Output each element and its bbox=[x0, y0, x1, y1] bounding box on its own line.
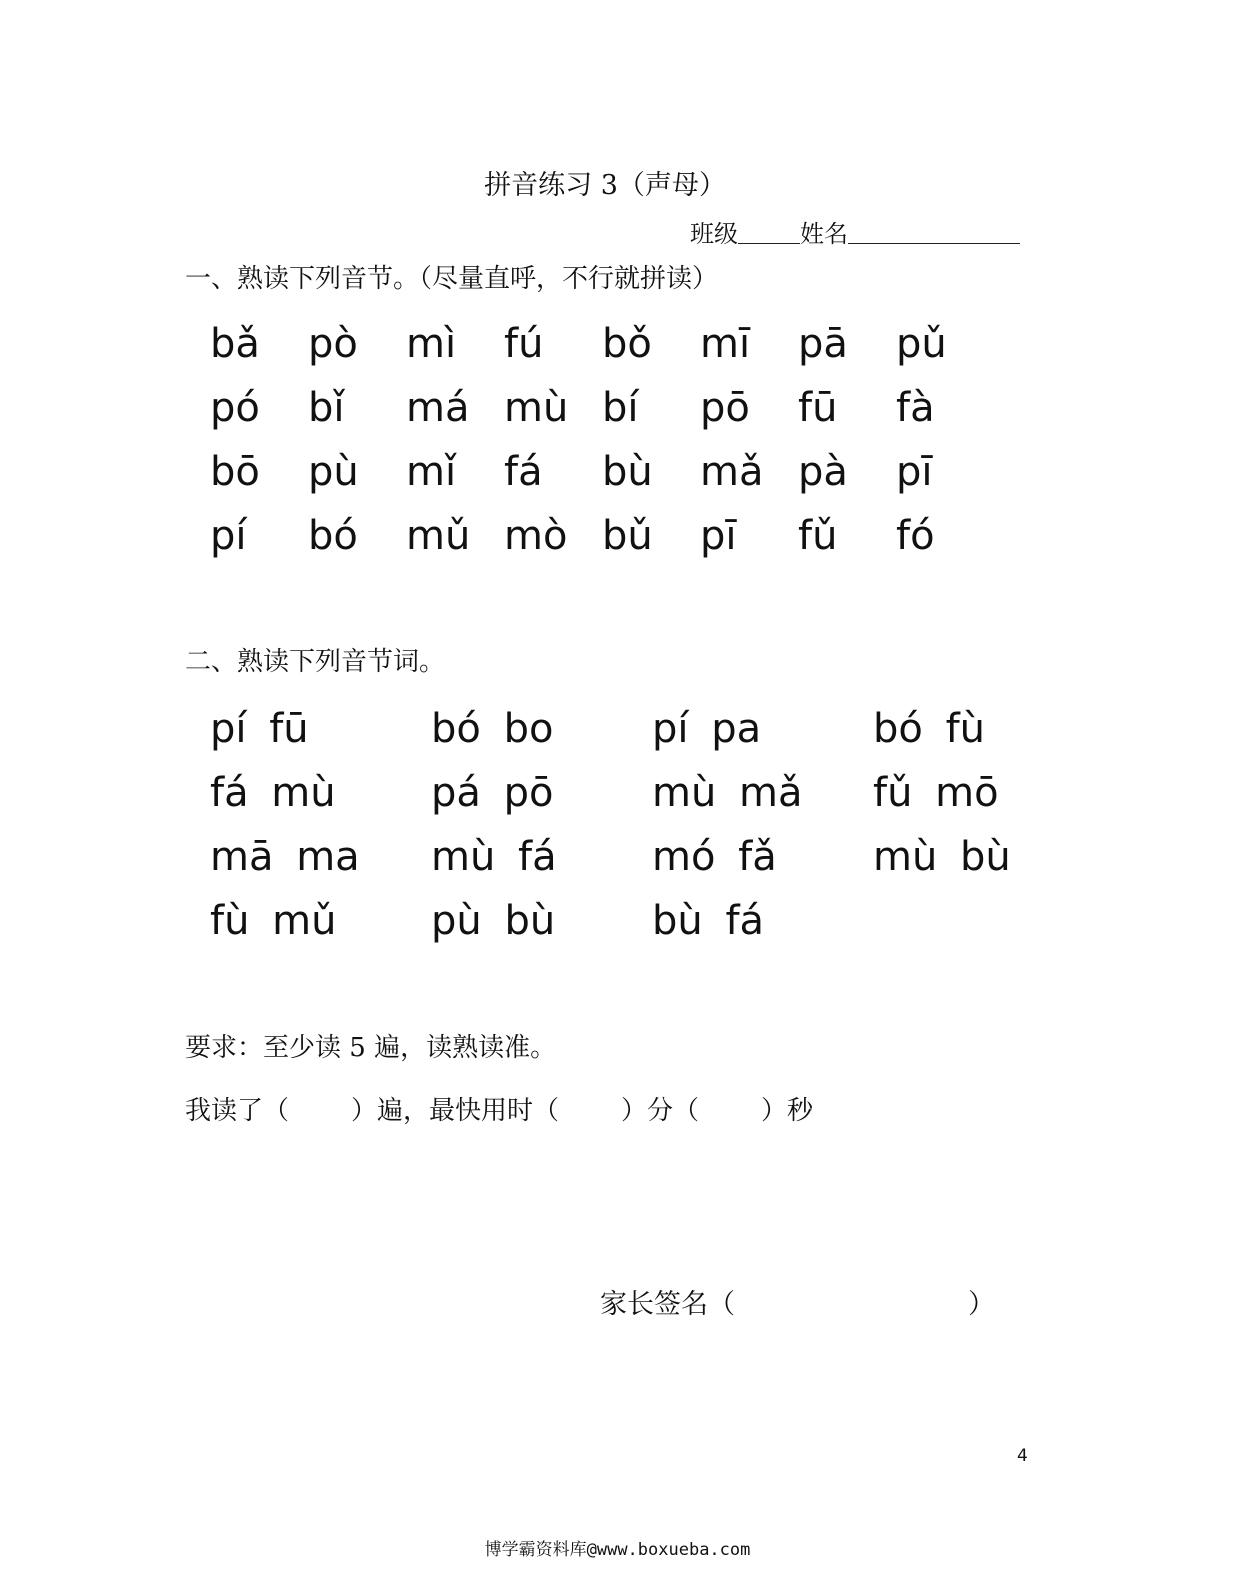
syllable: fá bbox=[504, 449, 543, 495]
syllable: mǔ bbox=[406, 513, 471, 559]
student-info bbox=[690, 214, 1020, 249]
section1-heading: 一、熟读下列音节。（尽量直呼，不行就拼读） bbox=[185, 264, 719, 294]
pinyin-word: bù fá bbox=[652, 898, 765, 944]
name-blank bbox=[848, 221, 1020, 244]
page-number: 4 bbox=[1017, 1446, 1028, 1466]
syllable: pà bbox=[798, 449, 848, 495]
syllable: mǎ bbox=[700, 449, 764, 495]
syllable-row bbox=[210, 376, 994, 440]
syllable: bù bbox=[602, 449, 653, 495]
syllable: bǔ bbox=[602, 513, 653, 559]
syllable: bó bbox=[308, 513, 358, 559]
pinyin-word: bó fù bbox=[873, 706, 986, 752]
syllable: pī bbox=[896, 449, 933, 495]
page-title: 拼音练习 3（声母） bbox=[484, 170, 726, 201]
pinyin-word: pí fū bbox=[210, 706, 309, 752]
parent-signature bbox=[600, 1282, 995, 1321]
syllable: mò bbox=[504, 513, 568, 559]
syllable: mī bbox=[700, 321, 751, 367]
syllable: fú bbox=[504, 321, 544, 367]
syllable: fū bbox=[798, 385, 838, 431]
pinyin-word: pù bù bbox=[431, 898, 556, 944]
pinyin-word: bó bo bbox=[431, 706, 554, 752]
syllable: fǔ bbox=[798, 513, 838, 559]
syllable: bǎ bbox=[210, 321, 260, 367]
syllable: pī bbox=[700, 513, 737, 559]
pinyin-word: fá mù bbox=[210, 770, 336, 816]
syllable-row bbox=[210, 504, 994, 568]
syllable-grid bbox=[210, 312, 994, 568]
footer-watermark: 博学霸资料库@www.boxueba.com bbox=[484, 1540, 751, 1560]
pinyin-word: mù mǎ bbox=[652, 770, 803, 816]
syllable: bǐ bbox=[308, 385, 345, 431]
pinyin-word: mā ma bbox=[210, 834, 360, 880]
class-label: 班级 bbox=[690, 220, 738, 248]
syllable-row bbox=[210, 440, 994, 504]
pinyin-word: mó fǎ bbox=[652, 834, 777, 880]
pinyin-word: pí pa bbox=[652, 706, 762, 752]
syllable-row bbox=[210, 312, 994, 376]
syllable: fó bbox=[896, 513, 935, 559]
syllable: fà bbox=[896, 385, 935, 431]
word-row bbox=[210, 889, 1094, 953]
class-blank bbox=[738, 221, 800, 244]
section2-heading: 二、熟读下列音节词。 bbox=[185, 647, 446, 677]
reading-record bbox=[185, 1090, 813, 1127]
syllable: bǒ bbox=[602, 321, 652, 367]
syllable: pǔ bbox=[896, 321, 947, 367]
word-row bbox=[210, 825, 1094, 889]
signature-open: 家长签名（ bbox=[600, 1289, 735, 1320]
syllable: pí bbox=[210, 513, 247, 559]
syllable: bō bbox=[210, 449, 260, 495]
syllable: pō bbox=[700, 385, 750, 431]
syllable: pā bbox=[798, 321, 848, 367]
name-label: 姓名 bbox=[800, 220, 848, 248]
syllable: má bbox=[406, 385, 470, 431]
reading-part4: ）秒 bbox=[761, 1096, 814, 1126]
requirement-text: 要求：至少读 5 遍，读熟读准。 bbox=[185, 1033, 557, 1063]
pinyin-word: fǔ mō bbox=[873, 770, 999, 816]
syllable: mì bbox=[406, 321, 457, 367]
syllable: pù bbox=[308, 449, 359, 495]
syllable: mù bbox=[504, 385, 569, 431]
pinyin-word: pá pō bbox=[431, 770, 554, 816]
syllable: mǐ bbox=[406, 449, 457, 495]
word-row bbox=[210, 761, 1094, 825]
syllable: bí bbox=[602, 385, 639, 431]
syllable: pò bbox=[308, 321, 358, 367]
reading-part3: ）分（ bbox=[621, 1096, 700, 1126]
reading-part2: ）遍，最快用时（ bbox=[351, 1096, 560, 1126]
word-row bbox=[210, 697, 1094, 761]
syllable: pó bbox=[210, 385, 260, 431]
pinyin-word: fù mǔ bbox=[210, 898, 337, 944]
pinyin-word: mù fá bbox=[431, 834, 557, 880]
word-grid bbox=[210, 697, 1094, 953]
signature-close: ） bbox=[968, 1289, 995, 1320]
reading-part1: 我读了（ bbox=[185, 1096, 290, 1126]
pinyin-word: mù bù bbox=[873, 834, 1011, 880]
